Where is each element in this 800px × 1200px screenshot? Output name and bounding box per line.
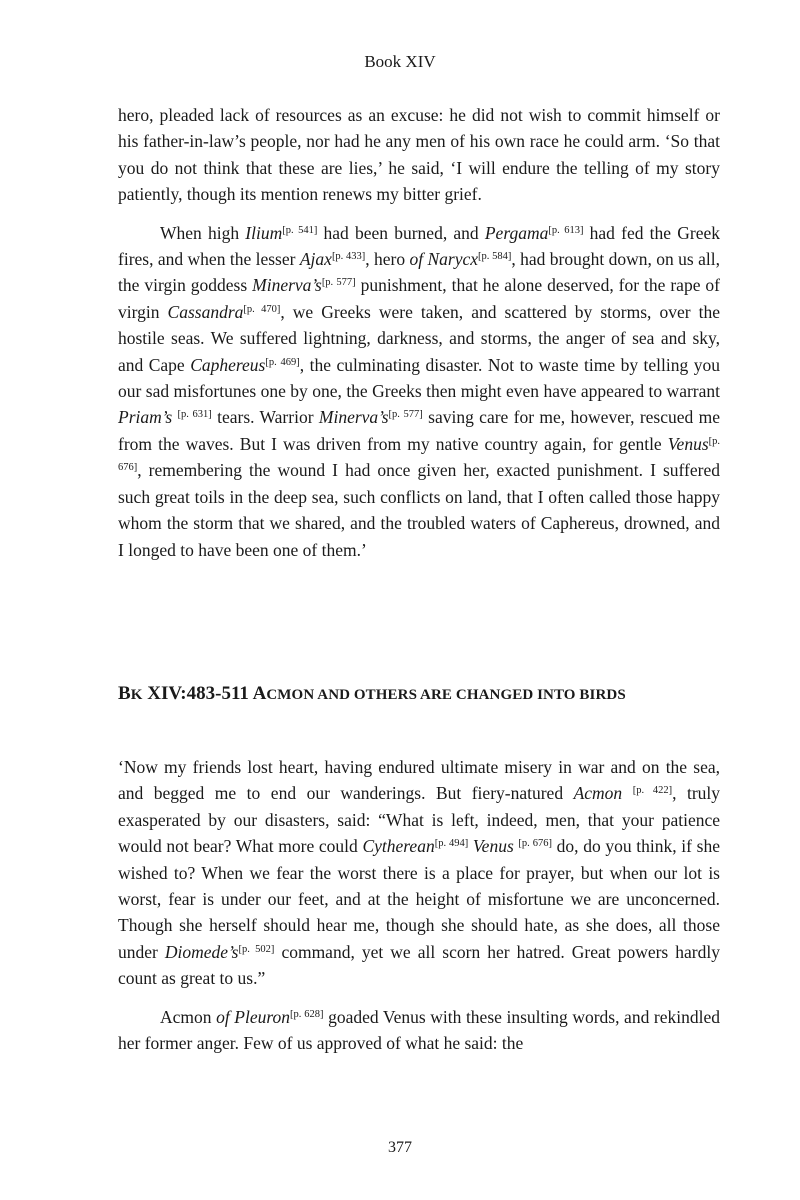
link-cassandra[interactable]: Cassandra	[167, 301, 244, 322]
paragraph-text: , truly exasperated by our disasters, said: “What is left, indeed, men, that your patience would not bear? What more could	[118, 783, 721, 857]
link-diomede[interactable]: Diomede’s	[164, 941, 239, 962]
paragraph-text: goaded Venus with these insulting words, and rekindled her former anger. Few of us approved of what he said: the	[118, 1006, 720, 1054]
page-ref[interactable]: [p. 577]	[321, 277, 356, 289]
link-pleuron[interactable]: of Pleuron	[216, 1006, 291, 1027]
paragraph-text: tears. Warrior	[211, 407, 319, 428]
paragraph-text: punishment, that he alone deserved, for the rape of virgin	[118, 275, 720, 322]
page-ref[interactable]: [p. 469]	[265, 356, 300, 368]
link-acmon[interactable]: Acmon	[573, 783, 623, 804]
page-number: 377	[388, 1139, 412, 1156]
heading-text: CMON AND OTHERS ARE CHANGED INTO BIRDS	[266, 687, 626, 703]
paragraph-text: Acmon	[160, 1006, 217, 1027]
link-narycx[interactable]: of Narycx	[409, 249, 479, 270]
link-ajax[interactable]: Ajax	[299, 249, 332, 270]
page-ref[interactable]: [p. 577]	[388, 409, 423, 421]
page-ref[interactable]: [p. 631]	[177, 409, 212, 421]
page-ref[interactable]: [p. 502]	[238, 943, 275, 955]
paragraph-text: , had brought down, on us all, the virgin goddess	[118, 249, 720, 296]
paragraph-text: , hero	[365, 249, 410, 270]
page-ref[interactable]: [p. 584]	[478, 251, 512, 263]
link-pergama[interactable]: Pergama	[484, 222, 549, 243]
paragraph-text: command, yet we all scorn her hatred. Great powers hardly count as great to us.”	[118, 941, 720, 989]
paragraph-4	[118, 1004, 720, 1057]
link-venus[interactable]: Venus	[667, 433, 709, 454]
paragraph-text: , the culminating disaster. Not to waste time by telling you our sad misfortunes one by one, the Greeks then might even have appeared to warrant	[118, 354, 720, 402]
heading-text: XIV:483-511	[142, 683, 253, 704]
page-ref[interactable]: [p. 494]	[434, 838, 469, 850]
paragraph-text: hero, pleaded lack of resources as an excuse: he did not wish to commit himself or his father-in-law’s people, nor had he any men of his own race he could arm. ‘So that you do not think that these are lies,’ he said, ‘I will endure the telling of my story patiently, though its mention renews my bitter grief.	[118, 105, 720, 205]
page-ref[interactable]: [p. 470]	[243, 303, 281, 315]
text-block-bottom	[118, 754, 720, 1056]
page-ref[interactable]: [p. 433]	[331, 251, 366, 263]
page-ref[interactable]: [p. 628]	[290, 1008, 324, 1020]
section-heading	[118, 682, 738, 707]
link-priam[interactable]: Priam’s	[118, 407, 173, 428]
link-ilium[interactable]: Ilium	[245, 222, 283, 243]
page-ref[interactable]: [p. 422]	[632, 785, 673, 797]
paragraph-text: When high	[160, 222, 246, 243]
page-ref[interactable]: [p. 613]	[548, 224, 584, 236]
paragraph-text: , remembering the wound I had once given her, exacted punishment. I suffered such great toils in the deep sea, such conflicts on land, that I often called those happy whom the storm that we shared, and the troubled waters of Caphereus, drowned, and I longed to have been one of them.’	[118, 460, 720, 560]
paragraph-text: , we Greeks were taken, and scattered by storms, over the hostile seas. We suffered lightning, darkness, and storms, the anger of sea and sky, and Cape	[118, 301, 720, 375]
paragraph-text: had fed the Greek fires, and when the lesser	[118, 222, 720, 270]
link-minerva[interactable]: Minerva’s	[318, 407, 389, 428]
page-ref[interactable]: [p. 676]	[518, 838, 552, 850]
paragraph-1	[118, 102, 720, 208]
page-ref[interactable]: [p. 541]	[282, 224, 318, 236]
link-venus[interactable]: Venus	[472, 836, 514, 857]
paragraph-text: had been burned, and	[317, 222, 485, 243]
heading-text: K	[130, 687, 143, 703]
text-block-top	[118, 102, 720, 563]
link-cytherean[interactable]: Cytherean	[362, 836, 435, 857]
heading-text: A	[252, 683, 267, 704]
running-head: Book XIV	[364, 52, 436, 71]
paragraph-text: ‘Now my friends lost heart, having endured ultimate misery in war and on the sea, and begged me to end our wanderings. But fiery-natured	[118, 757, 720, 804]
page-ref[interactable]: [p. 676]	[118, 435, 720, 474]
link-minerva[interactable]: Minerva’s	[252, 275, 322, 296]
link-caphereus[interactable]: Caphereus	[190, 354, 266, 375]
paragraph-text: saving care for me, however, rescued me from the waves. But I was driven from my native country again, for gentle	[118, 407, 720, 454]
paragraph-2	[118, 220, 720, 563]
paragraph-3	[118, 754, 720, 992]
heading-text: B	[118, 683, 131, 704]
paragraph-text: do, do you think, if she wished to? When we fear the worst there is a place for prayer, but when our lot is worst, fear is under our feet, and at the height of misfortune we are unconcerned. Though she herself should hear me, though she should hate, as she does, all those under	[118, 836, 720, 962]
